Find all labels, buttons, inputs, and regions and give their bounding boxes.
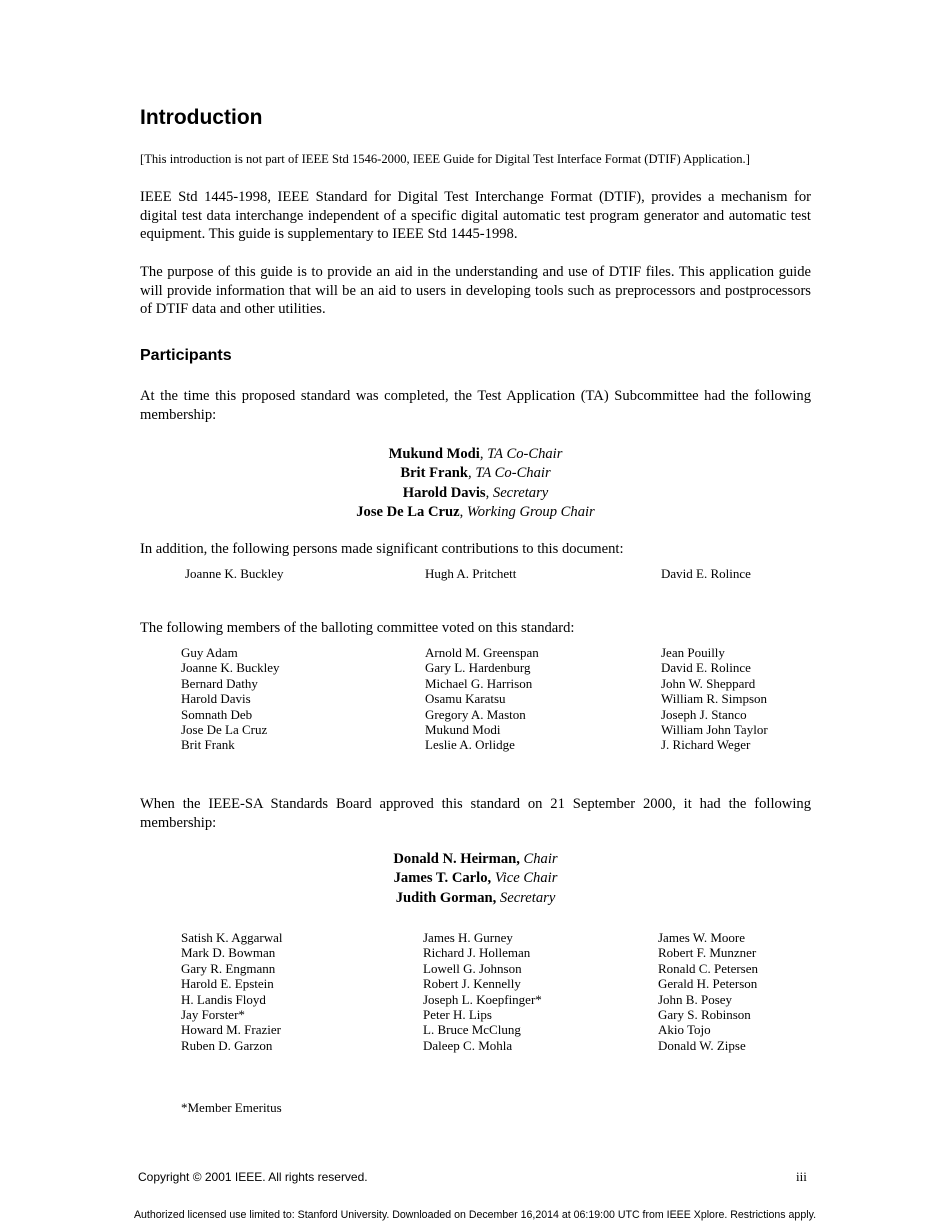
ballot-committee-list [181, 645, 821, 753]
board-member: Lowell G. Johnson [423, 960, 522, 976]
ballot-member: Gary L. Hardenburg [425, 660, 531, 676]
participants-heading: Participants [140, 347, 232, 364]
page-title: Introduction [140, 106, 263, 129]
intro-paragraph-2: The purpose of this guide is to provide an aid in the understanding and use of DTIF files. This application guide will provide information that will be an aid to users in developing tools such as preprocessors and postprocessors of DTIF data and other utilities. [140, 264, 811, 317]
board-member: L. Bruce McClung [423, 1022, 521, 1038]
member-emeritus-footnote: *Member Emeritus [181, 1100, 282, 1115]
ballot-member: Jose De La Cruz [181, 722, 268, 738]
ballot-column [425, 645, 661, 753]
ballot-column [661, 645, 821, 753]
ballot-member: Gregory A. Maston [425, 706, 526, 722]
board-member: Satish K. Aggarwal [181, 930, 283, 945]
ballot-member: Bernard Dathy [181, 675, 258, 691]
officer-line: Jose De La Cruz, Working Group Chair [356, 503, 595, 520]
ballot-member: Brit Frank [181, 737, 235, 753]
board-column [658, 930, 818, 1053]
board-member: Donald W. Zipse [658, 1037, 746, 1053]
board-member: Gary R. Engmann [181, 960, 276, 976]
ballot-member: David E. Rolince [661, 660, 751, 676]
board-column [181, 930, 423, 1053]
board-officer-line: Donald N. Heirman, Chair [393, 851, 558, 867]
board-column [423, 930, 658, 1053]
ballot-member: William John Taylor [661, 722, 768, 738]
board-officer-line: James T. Carlo, Vice Chair [393, 870, 558, 887]
officer-line: Harold Davis, Secretary [402, 484, 549, 501]
intro-note: [This introduction is not part of IEEE Std 1546-2000, IEEE Guide for Digital Test Interface Format (DTIF) Application.] [140, 152, 750, 166]
officer-line: Brit Frank, TA Co-Chair [400, 465, 551, 482]
ballot-member: Michael G. Harrison [425, 675, 533, 691]
ballot-member: Arnold M. Greenspan [425, 645, 539, 660]
board-member: Joseph L. Koepfinger* [423, 991, 542, 1007]
board-officer-line: Judith Gorman, Secretary [395, 889, 556, 906]
board-officers [140, 850, 811, 908]
ballot-member: John W. Sheppard [661, 675, 756, 691]
board-member: James H. Gurney [423, 930, 513, 945]
contributor-name: Hugh A. Pritchett [425, 566, 517, 581]
contributors-intro: In addition, the following persons made significant contributions to this document: [140, 541, 624, 557]
board-member: Howard M. Frazier [181, 1022, 281, 1038]
authorized-use-notice: Authorized licensed use limited to: Stanford University. Downloaded on December 16,2014 at 06:19:00 UTC from IEEE Xplore. Restrictions apply. [133, 1209, 817, 1221]
board-member: John B. Posey [658, 991, 733, 1007]
board-member: Robert F. Munzner [658, 945, 757, 961]
officer-line: Mukund Modi, TA Co-Chair [388, 446, 563, 462]
board-member: Ruben D. Garzon [181, 1037, 273, 1053]
board-member: Ronald C. Petersen [658, 960, 759, 976]
board-member: James W. Moore [658, 930, 746, 945]
board-member: Harold E. Epstein [181, 976, 274, 992]
board-member: Akio Tojo [658, 1022, 711, 1038]
ballot-member: Harold Davis [181, 691, 251, 707]
board-member: Jay Forster* [181, 1007, 245, 1023]
ballot-intro: The following members of the balloting committee voted on this standard: [140, 620, 575, 636]
board-member: Mark D. Bowman [181, 945, 276, 961]
ballot-member: Jean Pouilly [661, 645, 725, 660]
board-member: Daleep C. Mohla [423, 1037, 513, 1053]
page-number: iii [796, 1169, 807, 1184]
intro-paragraph-1: IEEE Std 1445-1998, IEEE Standard for Digital Test Interchange Format (DTIF), provides a mechanism for digital test data interchange independent of a specific digital automatic test program generator and automatic test equipment. This guide is supplementary to IEEE Std 1445-1998. [140, 189, 811, 242]
board-member: Peter H. Lips [423, 1007, 492, 1023]
board-intro: When the IEEE-SA Standards Board approved this standard on 21 September 2000, it had the following membership: [140, 796, 811, 831]
copyright-notice: Copyright © 2001 IEEE. All rights reserved. [138, 1170, 368, 1184]
ballot-member: Mukund Modi [425, 722, 501, 738]
contributor-name: David E. Rolince [661, 566, 751, 581]
ballot-member: Osamu Karatsu [425, 691, 506, 707]
ballot-member: J. Richard Weger [661, 737, 751, 753]
ballot-member: Somnath Deb [181, 706, 253, 722]
contributor-name: Joanne K. Buckley [185, 566, 284, 581]
ballot-member: Joanne K. Buckley [181, 660, 280, 676]
board-member: Gary S. Robinson [658, 1007, 751, 1023]
ballot-column [181, 645, 425, 753]
board-member-list [181, 930, 821, 1053]
ballot-member: William R. Simpson [661, 691, 768, 707]
subcommittee-intro: At the time this proposed standard was completed, the Test Application (TA) Subcommittee had the following membership: [140, 388, 811, 423]
board-member: Gerald H. Peterson [658, 976, 758, 992]
board-member: H. Landis Floyd [181, 991, 266, 1007]
ballot-member: Guy Adam [181, 645, 238, 660]
subcommittee-officers [140, 445, 811, 522]
board-member: Robert J. Kennelly [423, 976, 521, 992]
ballot-member: Joseph J. Stanco [661, 706, 747, 722]
ballot-member: Leslie A. Orlidge [425, 737, 515, 753]
board-member: Richard J. Holleman [423, 945, 531, 961]
